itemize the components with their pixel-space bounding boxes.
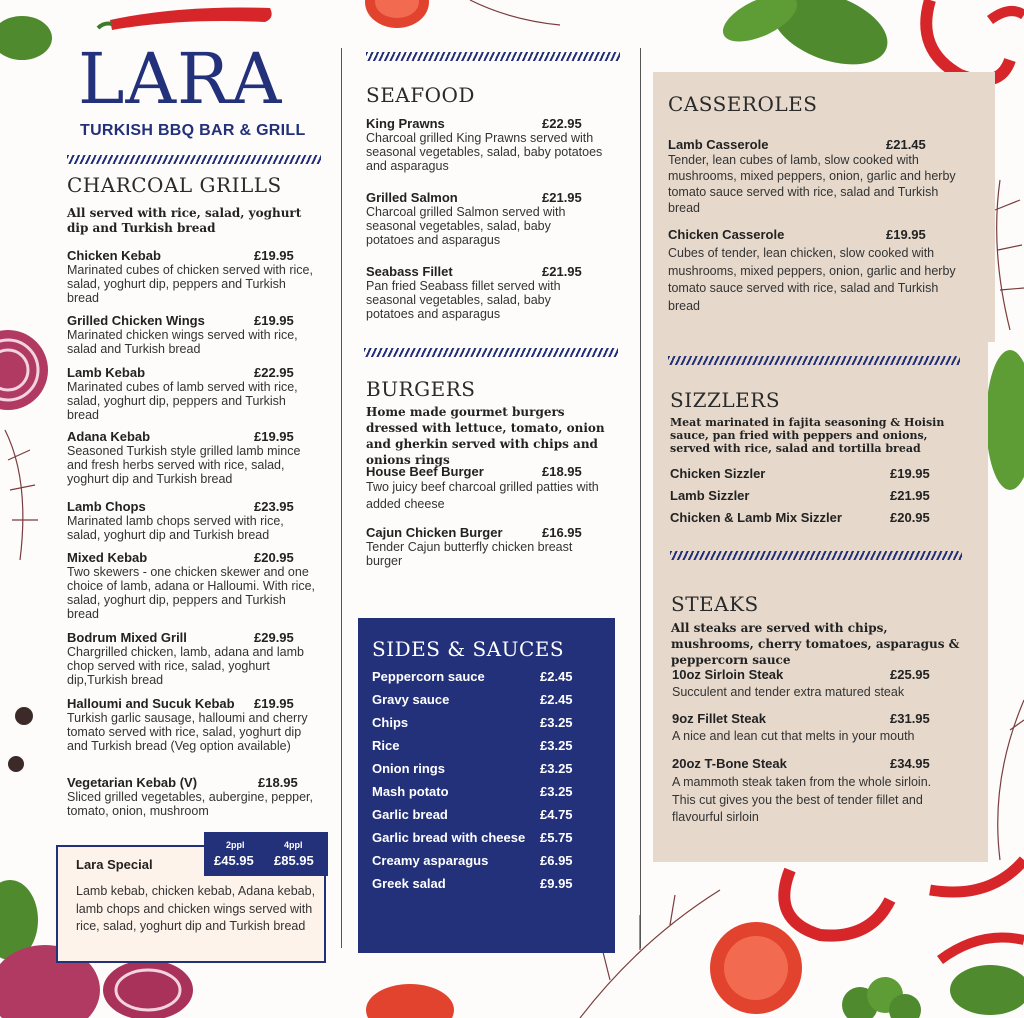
item-price: £19.95 <box>254 313 294 328</box>
item-price: £20.95 <box>254 550 294 565</box>
section-intro-steaks: All steaks are served with chips, mushrooms, cherry tomatoes, asparagus & peppercorn sauce <box>671 621 960 667</box>
menu-item <box>672 667 972 699</box>
section-title-burgers: BURGERS <box>366 377 476 401</box>
side-name: Garlic bread with cheese <box>372 830 526 845</box>
special-description: Lamb kebab, chicken kebab, Adana kebab, lamb chops and chicken wings served with rice, salad, yoghurt dip and Turkish bread <box>76 884 316 933</box>
item-name: Chicken & Lamb Mix Sizzler <box>670 510 842 525</box>
badge-label-2ppl: 2ppl <box>226 840 245 850</box>
section-intro-burgers: Home made gourmet burgers dressed with lettuce, tomato, onion and gherkin served with chips and onions rings <box>366 405 605 467</box>
section-title-charcoal: CHARCOAL GRILLS <box>67 173 282 197</box>
item-description: Sliced grilled vegetables, aubergine, pepper, tomato, onion, mushroom <box>67 790 314 818</box>
section-intro-charcoal: All served with rice, salad, yoghurt dip and Turkish bread <box>67 206 302 235</box>
divider-hatch <box>364 348 618 357</box>
item-name: Lamb Chops <box>67 499 146 514</box>
side-name: Onion rings <box>372 761 445 776</box>
side-price: £2.45 <box>540 669 573 684</box>
side-name: Rice <box>372 738 400 753</box>
side-price: £3.25 <box>540 715 573 730</box>
menu-item <box>672 756 972 827</box>
item-name: Chicken Kebab <box>67 248 161 263</box>
menu-item <box>366 464 624 513</box>
peppercorn-icon <box>15 707 33 725</box>
item-name: Adana Kebab <box>67 429 151 444</box>
item-name: Chicken Casserole <box>668 227 785 242</box>
broccoli-icon <box>842 977 921 1018</box>
item-name: Bodrum Mixed Grill <box>67 630 187 645</box>
side-name: Greek salad <box>372 876 446 891</box>
column-divider <box>341 48 342 948</box>
menu-item <box>366 525 624 568</box>
basil-leaf-icon <box>950 965 1024 1015</box>
item-description: A mammoth steak taken from the whole sirloin. This cut gives you the best of tender fillet and flavourful sirloin <box>672 775 932 824</box>
item-price: £19.95 <box>254 696 294 711</box>
item-name: Lamb Casserole <box>668 137 769 152</box>
special-price-badge <box>204 832 328 876</box>
item-description: Seasoned Turkish style grilled lamb mince and fresh herbs served with rice, salad, yoghurt dip and Turkish bread <box>67 444 301 486</box>
item-description: Pan fried Seabass fillet served with seasonal vegetables, salad, baby potatoes and asparagus <box>366 279 561 321</box>
item-price: £18.95 <box>542 464 582 479</box>
section-title-steaks: STEAKS <box>671 592 759 616</box>
item-price: £22.95 <box>542 116 582 131</box>
item-price: £31.95 <box>890 711 930 726</box>
section-intro-sizzlers: Meat marinated in fajita seasoning & Hoisin sauce, pan fried with peppers and onions, served with rice, salad and tortilla bread <box>670 416 945 455</box>
item-price: £21.45 <box>886 137 926 152</box>
side-price: £5.75 <box>540 830 573 845</box>
item-price: £19.95 <box>890 466 930 481</box>
item-description: Chargrilled chicken, lamb, adana and lamb chop served with rice, salad, yoghurt dip,Turkish bread <box>67 645 304 687</box>
menu-item <box>668 227 968 315</box>
brand-tagline: TURKISH BBQ BAR & GRILL <box>80 122 306 139</box>
fern-icon <box>998 700 1024 860</box>
item-name: Mixed Kebab <box>67 550 148 565</box>
menu-item <box>67 550 317 621</box>
item-price: £34.95 <box>890 756 930 771</box>
special-name: Lara Special <box>76 857 153 872</box>
sides-panel <box>358 618 615 953</box>
side-price: £2.45 <box>540 692 573 707</box>
pepper-ring-icon <box>784 860 1024 960</box>
item-price: £19.95 <box>254 248 294 263</box>
item-name: Grilled Chicken Wings <box>67 313 205 328</box>
sprig-icon <box>470 0 560 25</box>
section-title-casseroles: CASSEROLES <box>668 92 818 116</box>
fern-icon <box>995 180 1024 330</box>
menu-item <box>67 630 317 687</box>
menu-item <box>67 499 317 542</box>
pepper-ring-icon <box>926 0 1024 80</box>
item-description: Tender Cajun butterfly chicken breast burger <box>366 540 573 568</box>
item-price: £22.95 <box>254 365 294 380</box>
divider-hatch <box>366 52 620 61</box>
fern-icon <box>5 430 38 560</box>
item-price: £20.95 <box>890 510 930 525</box>
item-description: A nice and lean cut that melts in your mouth <box>672 729 915 743</box>
item-description: Turkish garlic sausage, halloumi and cherry tomato served with rice, salad, yoghurt dip and Turkish bread (Veg option available) <box>67 711 308 753</box>
badge-price-2ppl: £45.95 <box>214 853 254 868</box>
item-description: Succulent and tender extra matured steak <box>672 685 905 699</box>
menu-item <box>67 365 317 422</box>
menu-item <box>668 137 968 216</box>
item-name: 10oz Sirloin Steak <box>672 667 784 682</box>
item-description: Tender, lean cubes of lamb, slow cooked with mushrooms, mixed peppers, onion, garlic and herby tomato sauce served with rice, salad and Turkish bread <box>668 153 956 215</box>
item-price: £21.95 <box>542 264 582 279</box>
item-price: £23.95 <box>254 499 294 514</box>
side-price: £9.95 <box>540 876 573 891</box>
item-description: Marinated cubes of chicken served with rice, salad, yoghurt dip, peppers and Turkish bread <box>67 263 313 305</box>
menu-item <box>67 775 317 818</box>
chili-icon <box>98 8 272 31</box>
item-name: Grilled Salmon <box>366 190 458 205</box>
peppercorn-icon <box>8 756 24 772</box>
side-name: Garlic bread <box>372 807 448 822</box>
item-name: Halloumi and Sucuk Kebab <box>67 696 235 711</box>
badge-label-4ppl: 4ppl <box>284 840 303 850</box>
menu-item <box>366 116 624 173</box>
section-title-sizzlers: SIZZLERS <box>670 388 781 412</box>
item-description: Two juicy beef charcoal grilled patties with added cheese <box>366 480 599 511</box>
basil-leaf-icon <box>0 16 52 60</box>
divider-hatch <box>67 155 321 164</box>
item-price: £25.95 <box>890 667 930 682</box>
menu-item <box>67 696 317 753</box>
side-name: Mash potato <box>372 784 449 799</box>
menu-item <box>67 313 317 356</box>
side-name: Creamy asparagus <box>372 853 489 868</box>
item-description: Marinated lamb chops served with rice, salad, yoghurt dip and Turkish bread <box>67 514 284 542</box>
item-description: Marinated chicken wings served with rice, salad and Turkish bread <box>67 328 298 356</box>
item-description: Charcoal grilled King Prawns served with seasonal vegetables, salad, baby potatoes and asparagus <box>366 131 603 173</box>
tomato-slice-icon <box>365 0 429 28</box>
tomato-slice-icon <box>710 922 802 1014</box>
item-price: £21.95 <box>890 488 930 503</box>
side-price: £3.25 <box>540 784 573 799</box>
menu-item <box>366 264 624 321</box>
menu-item <box>672 711 972 743</box>
item-name: Seabass Fillet <box>366 264 453 279</box>
side-price: £4.75 <box>540 807 573 822</box>
item-name: Cajun Chicken Burger <box>366 525 503 540</box>
item-price: £16.95 <box>542 525 582 540</box>
divider-hatch <box>668 356 960 365</box>
column-divider <box>640 48 641 948</box>
side-name: Chips <box>372 715 409 730</box>
item-name: 20oz T-Bone Steak <box>672 756 787 771</box>
item-price: £18.95 <box>258 775 298 790</box>
side-name: Peppercorn sauce <box>372 669 485 684</box>
item-description: Two skewers - one chicken skewer and one choice of lamb, adana or Halloumi. With rice, salad, yoghurt dip, peppers and Turkish bread <box>67 565 316 621</box>
basil-leaf-icon <box>986 350 1024 490</box>
onion-icon <box>0 330 48 410</box>
item-name: House Beef Burger <box>366 464 484 479</box>
item-description: Cubes of tender, lean chicken, slow cooked with mushrooms, mixed peppers, onion, garlic and herby tomato sauce served with rice, salad and Turkish bread <box>668 246 956 313</box>
menu-item <box>67 429 317 486</box>
tomato-slice-icon <box>366 984 454 1018</box>
divider-hatch <box>670 551 962 560</box>
item-description: Charcoal grilled Salmon served with seasonal vegetables, salad, baby potatoes and asparagus <box>366 205 566 247</box>
section-title-seafood: SEAFOOD <box>366 83 475 107</box>
item-price: £19.95 <box>886 227 926 242</box>
item-name: Chicken Sizzler <box>670 466 766 481</box>
side-price: £3.25 <box>540 761 573 776</box>
item-name: Lamb Sizzler <box>670 488 750 503</box>
item-price: £29.95 <box>254 630 294 645</box>
side-name: Gravy sauce <box>372 692 450 707</box>
item-name: Vegetarian Kebab (V) <box>67 775 198 790</box>
item-name: King Prawns <box>366 116 445 131</box>
brand-logo: LARA <box>78 38 283 120</box>
menu-item <box>67 248 317 305</box>
badge-price-4ppl: £85.95 <box>274 853 314 868</box>
menu-item <box>366 190 624 247</box>
item-price: £19.95 <box>254 429 294 444</box>
side-price: £3.25 <box>540 738 573 753</box>
basil-leaf-icon <box>716 0 897 79</box>
side-price: £6.95 <box>540 853 573 868</box>
item-description: Marinated cubes of lamb served with rice, salad, yoghurt dip, peppers and Turkish bread <box>67 380 298 422</box>
item-price: £21.95 <box>542 190 582 205</box>
section-title-sides: SIDES & SAUCES <box>372 637 565 661</box>
item-name: 9oz Fillet Steak <box>672 711 766 726</box>
item-name: Lamb Kebab <box>67 365 146 380</box>
